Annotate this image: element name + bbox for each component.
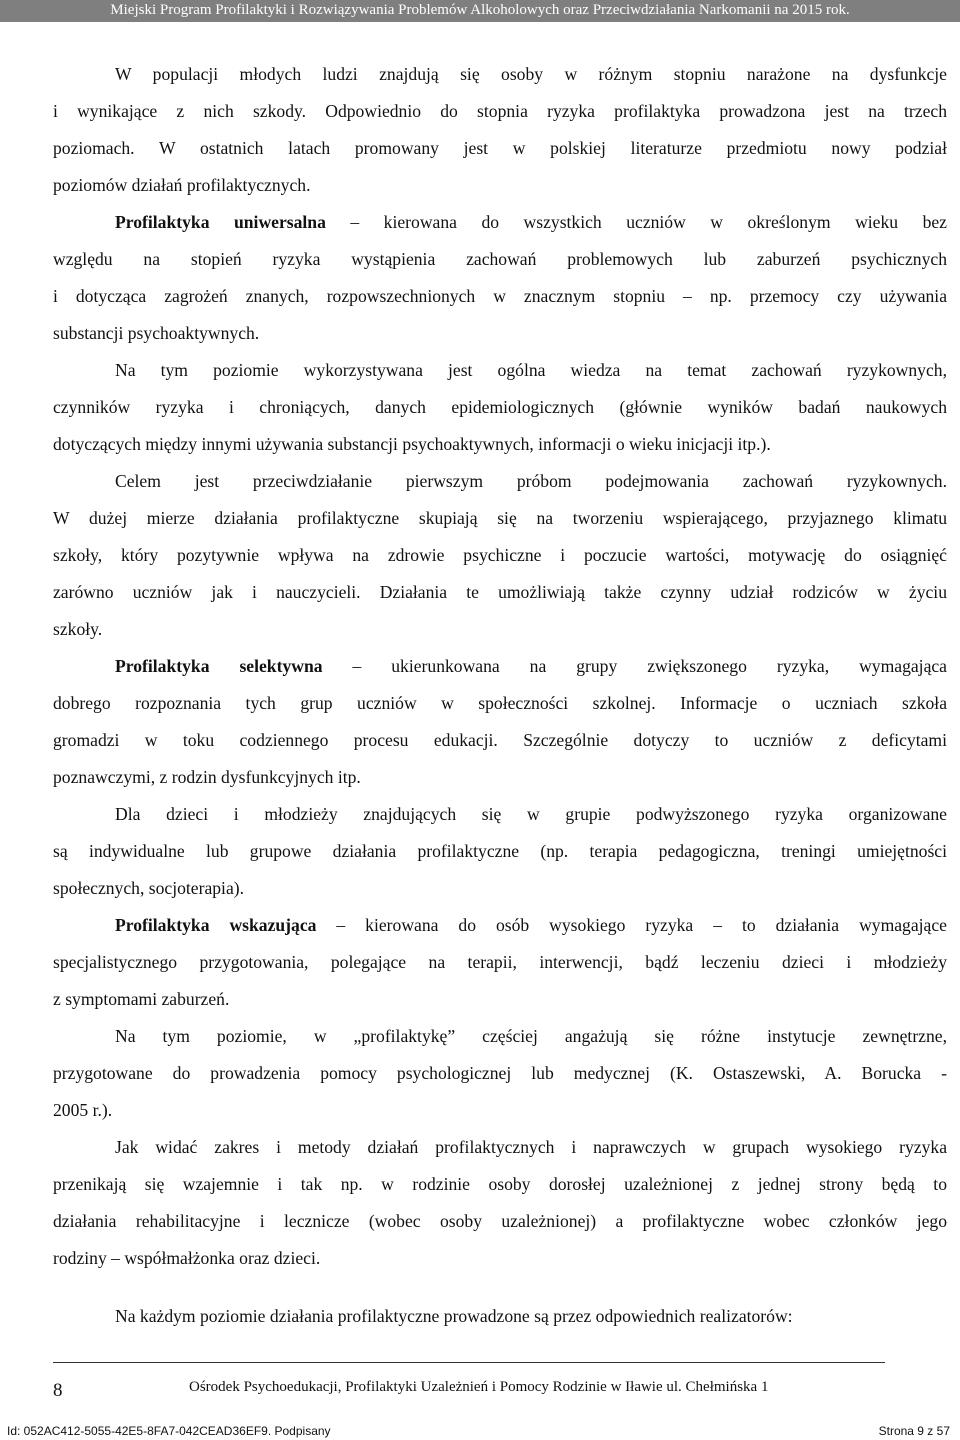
page-counter: Strona 9 z 57 [878,1424,950,1438]
text-line: i wynikające z nich szkody. Odpowiednio do stopnia ryzyka profilaktyka prowadzona jest na trzech [53,101,947,121]
text-line: z symptomami zaburzeń. [53,989,230,1009]
footer-institution: Ośrodek Psychoedukacji, Profilaktyki Uzależnień i Pomocy Rodzinie w Iławie ul. Chełmińska 1 [189,1379,769,1395]
text-line: Dla dzieci i młodzieży znajdujących się w grupie podwyższonego ryzyka organizowane [115,804,947,824]
text-line: są indywidualne lub grupowe działania profilaktyczne (np. terapia pedagogiczna, treningi umiejętności [53,841,947,861]
text-line: Profilaktyka selektywna – ukierunkowana na grupy zwiększonego ryzyka, wymagająca [115,656,947,676]
text-line: substancji psychoaktywnych. [53,323,260,343]
text-line: 2005 r.). [53,1100,113,1120]
text-line: poziomach. W ostatnich latach promowany jest w polskiej literaturze przedmiotu nowy podział [53,138,947,158]
text-line: dotyczących między innymi używania substancji psychoaktywnych, informacji o wieku inicjacji itp.). [53,434,771,454]
text-line: szkoły, który pozytywnie wpływa na zdrowie psychiczne i poczucie wartości, motywację do osiągnięć [53,545,947,565]
text-line: Na tym poziomie, w „profilaktykę” częściej angażują się różne instytucje zewnętrzne, [115,1026,947,1046]
text-line: społecznych, socjoterapia). [53,878,245,898]
text-line: Na tym poziomie wykorzystywana jest ogólna wiedza na temat zachowań ryzykownych, [115,360,947,380]
header-title: Miejski Program Profilaktyki i Rozwiązywania Problemów Alkoholowych oraz Przeciwdziałania Narkomanii na 2015 rok. [110,2,850,18]
text-line: Celem jest przeciwdziałanie pierwszym próbom podejmowania zachowań ryzykownych. [115,471,947,491]
footer-page-number: 8 [53,1380,63,1401]
text-line: Jak widać zakres i metody działań profilaktycznych i naprawczych w grupach wysokiego ryzyka [115,1137,947,1157]
running-header [0,0,960,22]
text-line: względu na stopień ryzyka wystąpienia zachowań problemowych lub zaburzeń psychicznych [53,249,947,269]
text-line: W populacji młodych ludzi znajdują się osoby w różnym stopniu narażone na dysfunkcje [115,64,947,84]
term-selective: Profilaktyka selektywna [115,656,323,676]
text-line: poznawczymi, z rodzin dysfunkcyjnych itp. [53,767,361,787]
text-line: szkoły. [53,619,103,639]
document-id: Id: 052AC412-5055-42E5-8FA7-042CEAD36EF9. Podpisany [7,1424,331,1438]
text-line: rodziny – współmałżonka oraz dzieci. [53,1248,321,1268]
text-line: zarówno uczniów jak i nauczycieli. Działania te umożliwiają także czynny udział rodziców w życiu [53,582,947,602]
text-line: W dużej mierze działania profilaktyczne skupiają się na tworzeniu wspierającego, przyjaznego klimatu [53,508,947,528]
text-line: przenikają się wzajemnie i tak np. w rodzinie osoby dorosłej uzależnionej z jednej strony będą to [53,1174,947,1194]
text-line: przygotowane do prowadzenia pomocy psychologicznej lub medycznej (K. Ostaszewski, A. Borucka - [53,1063,947,1083]
text-line: dobrego rozpoznania tych grup uczniów w społeczności szkolnej. Informacje o uczniach szkoła [53,693,947,713]
term-indicated: Profilaktyka wskazująca [115,915,317,935]
text-line: Profilaktyka uniwersalna – kierowana do wszystkich uczniów w określonym wieku bez [115,212,947,232]
text-line: działania rehabilitacyjne i lecznicze (wobec osoby uzależnionej) a profilaktyczne wobec członków jego [53,1211,947,1231]
text-line: Na każdym poziomie działania profilaktyczne prowadzone są przez odpowiednich realizatorów: [115,1306,793,1326]
text-line: specjalistycznego przygotowania, polegające na terapii, interwencji, bądź leczeniu dzieci i młodzieży [53,952,947,972]
term-universal: Profilaktyka uniwersalna [115,212,326,232]
text-line: Profilaktyka wskazująca – kierowana do osób wysokiego ryzyka – to działania wymagające [115,915,947,935]
footer-divider [53,1362,885,1363]
text-line: i dotycząca zagrożeń znanych, rozpowszechnionych w znacznym stopniu – np. przemocy czy używania [53,286,947,306]
text-line: czynników ryzyka i chroniących, danych epidemiologicznych (głównie wyników badań naukowych [53,397,947,417]
text-line: poziomów działań profilaktycznych. [53,175,311,195]
text-line: gromadzi w toku codziennego procesu edukacji. Szczególnie dotyczy to uczniów z deficytami [53,730,947,750]
